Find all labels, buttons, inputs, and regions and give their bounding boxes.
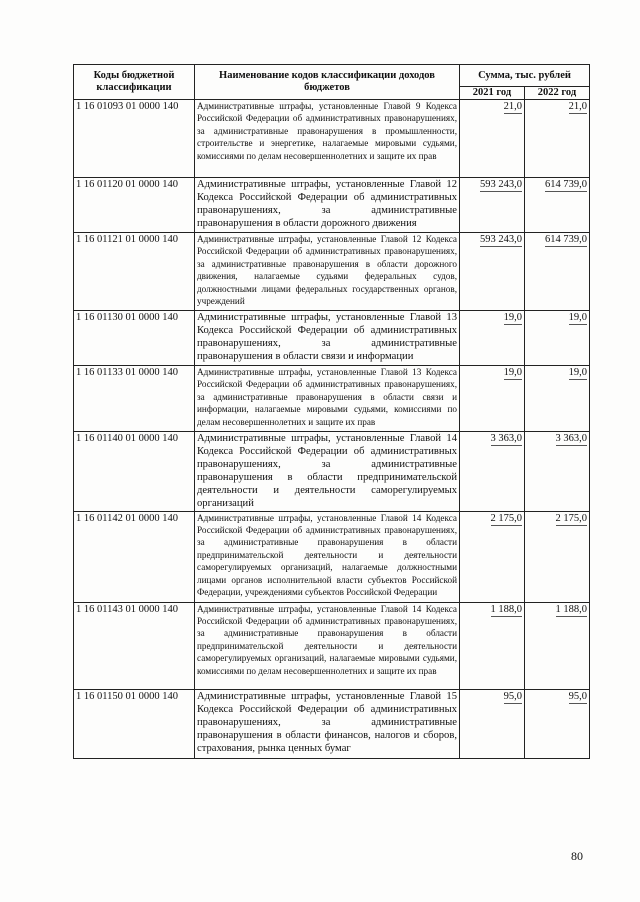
table-row [74,511,590,602]
table-row [74,233,590,311]
row-value-2022: 2 175,0 [525,511,590,602]
page-number: 80 [571,849,583,863]
row-value-2021: 19,0 [460,366,525,432]
row-code: 1 16 01142 01 0000 140 [74,511,195,602]
row-code: 1 16 01143 01 0000 140 [74,602,195,689]
row-value-2022: 19,0 [525,311,590,366]
row-code: 1 16 01120 01 0000 140 [74,178,195,233]
row-value-2021: 1 188,0 [460,602,525,689]
row-value-2021: 593 243,0 [460,178,525,233]
header-code: Коды бюджетной классификации [74,65,195,100]
row-value-2022: 3 363,0 [525,432,590,512]
row-value-2021: 21,0 [460,100,525,178]
row-name: Административные штрафы, установленные Главой 13 Кодекса Российской Федерации об административных правонарушениях, за административные правонарушения в области связи и информации, налагаемые мировыми судьями, комиссиями по делам несовершеннолетних и защите их прав [195,366,460,432]
row-value-2022: 1 188,0 [525,602,590,689]
header-year-2022: 2022 год [525,87,590,100]
row-name: Административные штрафы, установленные Главой 14 Кодекса Российской Федерации об административных правонарушениях, за административные правонарушения в области предпринимательской деятельности и деятельности саморегулируемых организаций, налагаемые мировыми судьями, комиссиями по делам несовершеннолетних и защите их прав [195,602,460,689]
row-name: Административные штрафы, установленные Главой 15 Кодекса Российской Федерации об административных правонарушениях, за административные правонарушения в области финансов, налогов и сборов, страхования, рынка ценных бумаг [195,689,460,758]
row-value-2021: 2 175,0 [460,511,525,602]
table-row [74,100,590,178]
table-row [74,178,590,233]
row-code: 1 16 01150 01 0000 140 [74,689,195,758]
row-name: Административные штрафы, установленные Главой 9 Кодекса Российской Федерации об административных правонарушениях, за административные правонарушения в промышленности, строительстве и энергетике, налагаемые мировыми судьями, комиссиями по делам несовершеннолетних и защите их прав [195,100,460,178]
row-value-2021: 3 363,0 [460,432,525,512]
row-value-2022: 614 739,0 [525,178,590,233]
row-name: Административные штрафы, установленные Главой 14 Кодекса Российской Федерации об административных правонарушениях, за административные правонарушения в области предпринимательской деятельности и деятельности саморегулируемых организаций, налагаемые должностными лицами органов исполнительной власти субъектов Российской Федерации, учреждениями субъектов Российской Федерации [195,511,460,602]
header-sum: Сумма, тыс. рублей [460,65,590,87]
table-row [74,689,590,758]
row-name: Административные штрафы, установленные Главой 12 Кодекса Российской Федерации об административных правонарушениях, за административные правонарушения в области дорожного движения [195,178,460,233]
table-row [74,602,590,689]
table-row [74,311,590,366]
table-row [74,432,590,512]
row-value-2022: 95,0 [525,689,590,758]
row-code: 1 16 01130 01 0000 140 [74,311,195,366]
row-code: 1 16 01133 01 0000 140 [74,366,195,432]
row-value-2022: 614 739,0 [525,233,590,311]
header-name: Наименование кодов классификации доходов бюджетов [195,65,460,100]
row-value-2021: 19,0 [460,311,525,366]
row-value-2021: 593 243,0 [460,233,525,311]
row-name: Административные штрафы, установленные Главой 13 Кодекса Российской Федерации об административных правонарушениях, за административные правонарушения в области связи и информации [195,311,460,366]
row-value-2021: 95,0 [460,689,525,758]
row-code: 1 16 01121 01 0000 140 [74,233,195,311]
row-value-2022: 19,0 [525,366,590,432]
row-name: Административные штрафы, установленные Главой 14 Кодекса Российской Федерации об административных правонарушениях, за административные правонарушения в области предпринимательской деятельности и деятельности саморегулируемых организаций [195,432,460,512]
row-code: 1 16 01140 01 0000 140 [74,432,195,512]
row-value-2022: 21,0 [525,100,590,178]
header-year-2021: 2021 год [460,87,525,100]
row-name: Административные штрафы, установленные Главой 12 Кодекса Российской Федерации об административных правонарушениях, за административные правонарушения в области дорожного движения, налагаемые судьями федеральных судов, должностными лицами федеральных государственных органов, учреждений [195,233,460,311]
budget-revenue-table [73,64,590,759]
table-row [74,366,590,432]
row-code: 1 16 01093 01 0000 140 [74,100,195,178]
